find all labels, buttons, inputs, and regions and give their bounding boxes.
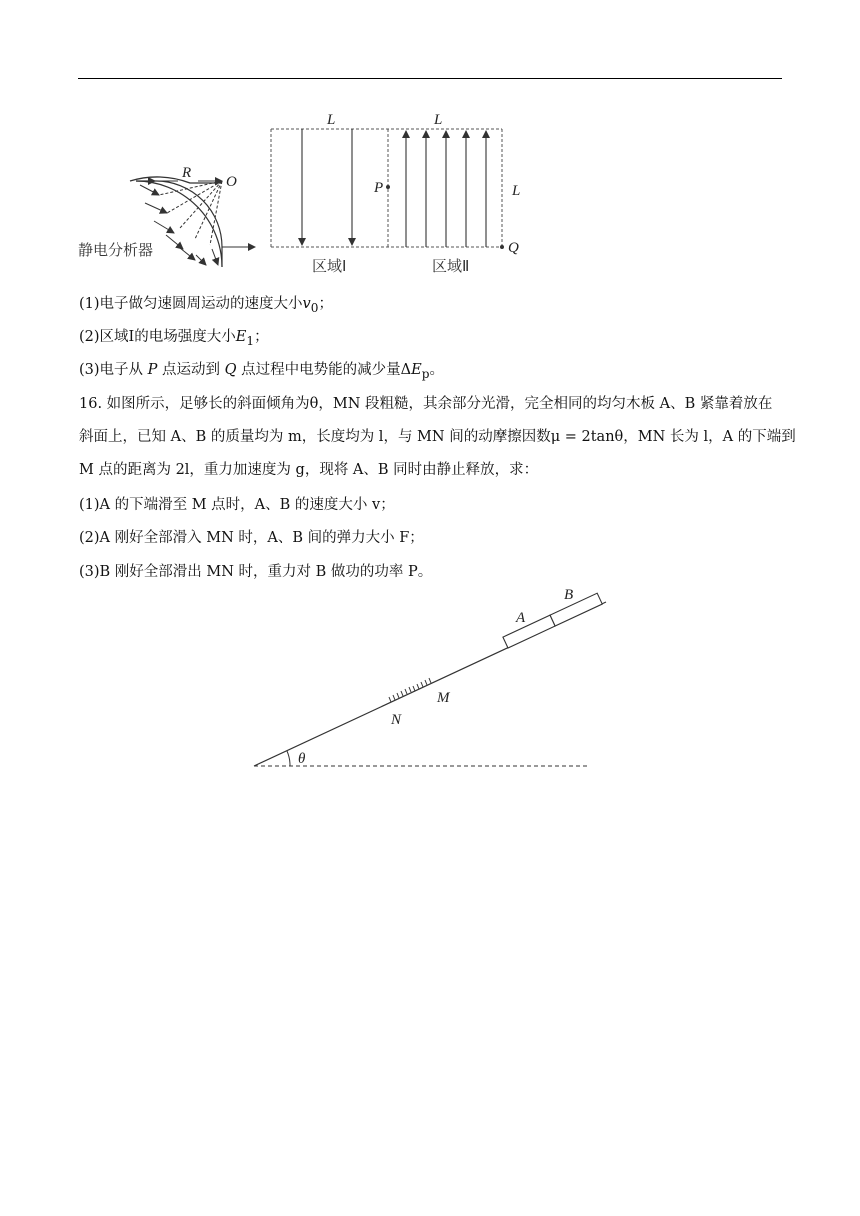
theta-label: θ — [298, 751, 306, 767]
q15-part1: (1)电子做匀速圆周运动的速度大小$v_0$； — [79, 296, 333, 315]
rough-segment — [389, 678, 431, 702]
height-label: L — [512, 183, 521, 199]
label-m: M — [437, 690, 450, 706]
region1-label: 区域Ⅰ — [312, 257, 347, 275]
region2-label: 区域Ⅱ — [432, 257, 470, 275]
q15-part3: (3)电子从 P 点运动到 Q 点过程中电势能的减少量$\Delta E_p$。 — [79, 362, 444, 381]
figure-incline — [250, 585, 620, 775]
q16-part3: (3)B 刚好全部滑出 MN 时，重力对 B 做功的功率 P。 — [79, 564, 433, 580]
label-n: N — [391, 712, 402, 728]
analyzer-label: 静电分析器 — [78, 241, 154, 259]
q16-stem-line1: 16. 如图所示，足够长的斜面倾角为θ，MN 段粗糙，其余部分光滑，完全相同的均匀木板 A、B 紧靠着放在 — [79, 396, 773, 412]
region1-width-label: L — [327, 112, 336, 128]
figure-electrostatic-analyzer — [70, 105, 540, 280]
point-q-label: Q — [508, 240, 519, 256]
plank-b — [550, 593, 602, 626]
q16-part2: (2)A 刚好全部滑入 MN 时，A、B 间的弹力大小 F； — [79, 530, 424, 546]
q16-part1: (1)A 的下端滑至 M 点时，A、B 的速度大小 v； — [79, 497, 395, 513]
analyzer-outer-arc — [130, 177, 222, 183]
region2-width-label: L — [434, 112, 443, 128]
header-rule — [78, 78, 782, 79]
q16-stem-line2: 斜面上，已知 A、B 的质量均为 m，长度均为 l，与 MN 间的动摩擦因数μ = 2tanθ，MN 长为 l，A 的下端到 — [79, 429, 796, 445]
angle-arc — [287, 751, 290, 766]
label-a: A — [516, 610, 526, 626]
center-label: O — [226, 174, 237, 190]
point-p-label: P — [374, 180, 384, 196]
label-b: B — [564, 587, 574, 603]
plank-a — [503, 615, 555, 648]
q15-part2: (2)区域Ⅰ的电场强度大小$E_1$； — [79, 329, 269, 348]
q16-stem-line3: M 点的距离为 2l，重力加速度为 g，现将 A、B 同时由静止释放，求： — [79, 462, 539, 478]
radius-label: R — [182, 165, 192, 181]
